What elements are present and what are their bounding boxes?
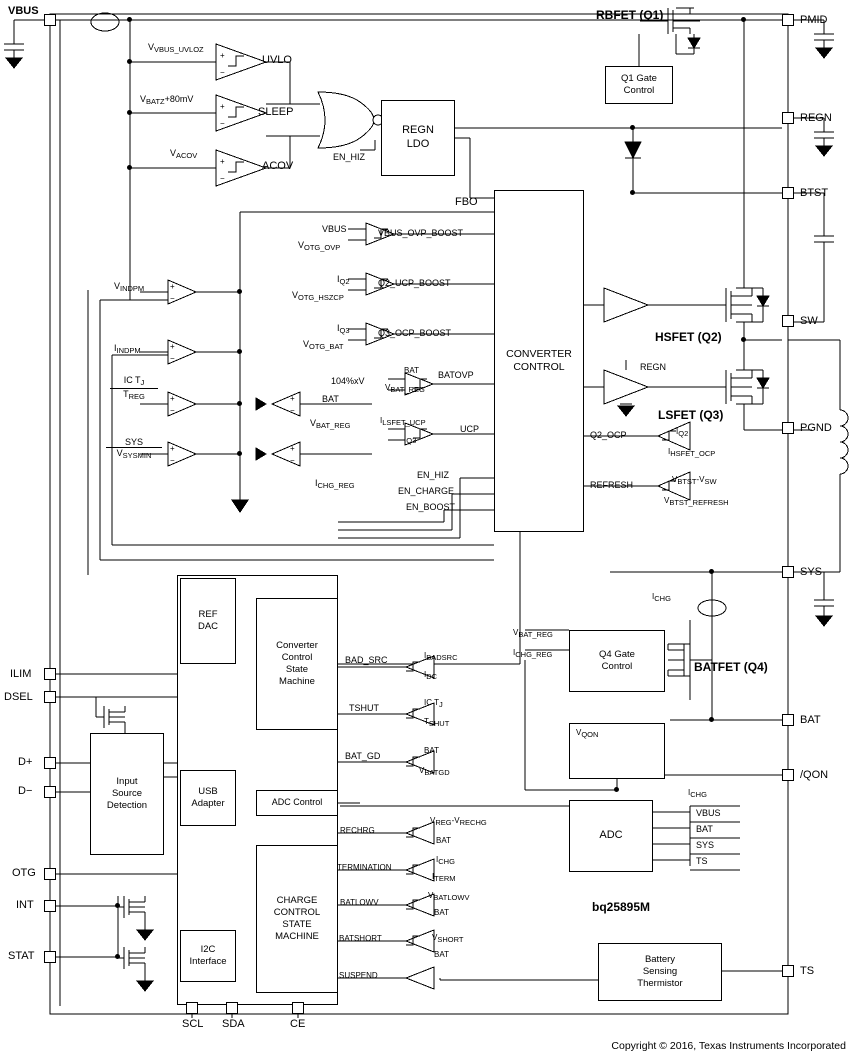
amp3-minus: −: [170, 406, 175, 415]
label-bat-batovp: BAT: [404, 366, 419, 375]
pin-label-btst: BTST: [800, 187, 829, 199]
label-suspend: SUSPEND: [339, 971, 378, 980]
junction-dot: [614, 787, 619, 792]
label-votg-ovp: $V_{OTG\_OVP}$: [298, 240, 341, 252]
label-termination: TERMINATION: [337, 863, 392, 872]
pin-label-sys: SYS: [800, 566, 823, 578]
amp1-minus: −: [170, 294, 175, 303]
label-ichgreg-erramp: $I_{CHG\_REG}$: [315, 478, 355, 490]
label-ibadsrc: IBADSRC: [424, 651, 458, 662]
label-q2-ucp-boost: Q2_UCP_BOOST: [378, 278, 451, 288]
junction-dot: [237, 349, 242, 354]
pin-label-sda: SDA: [222, 1018, 245, 1030]
label-iindpm: $I_{INDPM}$: [114, 343, 141, 355]
block-usb-adapter-label: USB Adapter: [191, 786, 225, 809]
label-vbatgd: VBATGD: [419, 766, 450, 777]
pin-dplus-box[interactable]: [44, 757, 56, 769]
label-votg-hszcp: $V_{OTG\_HSZCP}$: [292, 290, 344, 302]
label-vbatz-80mv: $V_{BATZ}+80mV$: [140, 94, 194, 106]
label-batlowv: BATLOWV: [340, 898, 379, 907]
adc-channel-sys: SYS: [696, 840, 715, 850]
label-bat-batlowv: BAT: [434, 908, 449, 917]
uvlo-minus-sign: −: [220, 68, 225, 77]
pin-label-pmid: PMID: [800, 14, 828, 26]
junction-dot: [127, 17, 132, 22]
label-vbus-in: VBUS: [322, 224, 347, 234]
label-acov: ACOV: [262, 160, 294, 172]
pin-ilim-box[interactable]: [44, 668, 56, 680]
pin-label-regn: REGN: [800, 112, 832, 124]
pin-label-otg: OTG: [12, 867, 36, 879]
label-vshort: VSHORT: [432, 933, 464, 944]
label-vbtst-vsw: VBTST-VSW: [672, 475, 717, 486]
pin-regn-box[interactable]: [782, 112, 794, 124]
pin-bat-box[interactable]: [782, 714, 794, 726]
block-converter-control-label: CONVERTER CONTROL: [506, 347, 572, 373]
junction-dot: [237, 401, 242, 406]
junction-dot: [630, 125, 635, 130]
label-bat-rechrg: BAT: [436, 836, 451, 845]
label-regn-driver: REGN: [640, 362, 667, 372]
label-tshut: TSHUT: [349, 703, 379, 713]
amp4-minus: −: [170, 456, 175, 465]
junction-dot: [741, 337, 746, 342]
acov-plus-sign: +: [220, 157, 225, 166]
label-ichg-adc: ICHG: [688, 788, 707, 799]
block-adc-control-label: ADC Control: [271, 797, 323, 808]
label-bat-erramp: BAT: [322, 394, 339, 404]
junction-dot: [237, 289, 242, 294]
junction-dot: [630, 190, 635, 195]
pin-label-dsel: DSEL: [4, 691, 33, 703]
label-votg-bat: $V_{OTG\_BAT}$: [303, 339, 344, 351]
label-vbatreg-q4: VBAT_REG: [513, 628, 553, 639]
label-idc: IDC: [424, 670, 438, 681]
label-en-hiz: EN_HIZ: [417, 470, 450, 480]
adc-channel-ts: TS: [696, 856, 708, 866]
label-vbatlowv: VBATLOWV: [428, 891, 470, 902]
pin-sys-box[interactable]: [782, 566, 794, 578]
block-input-source-detection-label: Input Source Detection: [106, 776, 148, 811]
pin-label-stat: STAT: [8, 950, 35, 962]
amp4-plus: +: [170, 444, 175, 453]
adc-channel-bat: BAT: [696, 824, 713, 834]
pin-label-ts: TS: [800, 965, 815, 977]
junction-dot: [709, 569, 714, 574]
pin-dminus-box[interactable]: [44, 786, 56, 798]
junction-dot: [127, 59, 132, 64]
amp3-plus: +: [170, 394, 175, 403]
pin-int-box[interactable]: [44, 900, 56, 912]
pin-label-ce: CE: [290, 1018, 306, 1030]
pin-vbus-box[interactable]: [44, 14, 56, 26]
label-ictj-treg: IC $T_J$ $T_{REG}$: [110, 375, 158, 401]
block-q4-gate-control-label: Q4 Gate Control: [599, 649, 635, 672]
pin-label-sw: SW: [800, 315, 818, 327]
pin-dsel-box[interactable]: [44, 691, 56, 703]
junction-dot: [127, 110, 132, 115]
label-ilsfet-ucp: ILSFET_UCP: [380, 416, 426, 427]
label-vqon: VQON: [576, 728, 599, 739]
label-vindpm: $V_{INDPM}$: [114, 281, 145, 293]
pin-otg-box[interactable]: [44, 868, 56, 880]
junction-dot: [115, 903, 120, 908]
pin-label-pgnd: PGND: [800, 422, 832, 434]
pin-pgnd-box[interactable]: [782, 422, 794, 434]
pin-stat-box[interactable]: [44, 951, 56, 963]
pin-sda-box[interactable]: [226, 1002, 238, 1014]
label-hsfet-q2: HSFET (Q2): [655, 330, 722, 344]
label-vbtst-refresh: VBTST_REFRESH: [664, 496, 729, 507]
pin-label-dplus: D+: [18, 756, 33, 768]
label-vreg-vrechg: VREG-VRECHG: [430, 816, 487, 827]
label-vbus-uvloz: $V_{VBUS\_UVLOZ}$: [148, 42, 204, 54]
label-bat-batshort: BAT: [434, 950, 449, 959]
label-ihsfet-ocp: IHSFET_OCP: [668, 447, 716, 458]
pin-ce-box[interactable]: [292, 1002, 304, 1014]
label-rbfet-q1: RBFET (Q1): [596, 8, 664, 22]
amp2-plus: +: [170, 342, 175, 351]
label-lsfet-q3: LSFET (Q3): [658, 408, 724, 422]
label-iq2-ocp: IQ2: [676, 427, 689, 438]
pin-label-dminus: D−: [18, 785, 33, 797]
label-ichg-sense: ICHG: [652, 592, 671, 603]
acov-minus-sign: −: [220, 174, 225, 183]
regn-ldo-text: REGN LDO: [402, 124, 434, 150]
pin-label-ilim: ILIM: [10, 668, 32, 680]
label-uvlo: UVLO: [262, 54, 292, 66]
block-charge-state-machine-label: CHARGE CONTROL STATE MACHINE: [273, 895, 321, 942]
block-q1-gate-control-label: Q1 Gate Control: [621, 73, 657, 96]
block-ref-dac-label: REF DAC: [197, 609, 219, 632]
erramp1-plus: +: [290, 394, 295, 403]
label-ucp: UCP: [460, 424, 480, 434]
label-batfet-q4: BATFET (Q4): [694, 660, 768, 674]
block-battery-thermistor-label: Battery Sensing Thermistor: [637, 954, 683, 989]
label-iq3: $I_{Q3}$: [337, 323, 350, 335]
label-sys-vsysmin: SYS $V_{SYSMIN}$: [106, 437, 162, 461]
label-en-boost: EN_BOOST: [406, 502, 456, 512]
amp2-minus: −: [170, 354, 175, 363]
label-refresh: REFRESH: [590, 480, 634, 490]
label-104-percent: 104%xV: [331, 376, 365, 386]
label-bat-batgd: BAT: [424, 746, 439, 755]
block-adc-label: ADC: [599, 829, 623, 842]
label-bad-src: BAD_SRC: [345, 655, 388, 665]
pin-btst-box[interactable]: [782, 187, 794, 199]
erramp2-minus: −: [290, 456, 295, 465]
label-bat-gd: BAT_GD: [345, 751, 381, 761]
label-part-number: bq25895M: [592, 900, 651, 914]
block-converter-state-machine-label: Converter Control State Machine: [276, 640, 318, 687]
erramp1-minus: −: [290, 406, 295, 415]
label-vacov: $V_{ACOV}$: [170, 148, 198, 160]
label-rechrg: RECHRG: [340, 826, 375, 835]
junction-dot: [709, 717, 714, 722]
label-iterm: ITERM: [432, 872, 456, 883]
label-batovp: BATOVP: [438, 370, 474, 380]
erramp2-plus: +: [290, 444, 295, 453]
label-iq3-ucp: IQ3: [404, 434, 417, 445]
label-tshut-thresh: TSHUT: [424, 717, 450, 728]
label-en-hiz-nor: EN_HIZ: [333, 152, 366, 162]
adc-channel-vbus: VBUS: [696, 808, 721, 818]
pin-label-int: INT: [16, 899, 34, 911]
label-q3-ocp-boost: Q3_OCP_BOOST: [378, 328, 452, 338]
pin-label-vbus: VBUS: [8, 5, 39, 17]
label-vbatreg-batovp: VBAT_REG: [385, 383, 425, 394]
sleep-plus-sign: +: [220, 102, 225, 111]
label-fbo: FBO: [455, 196, 478, 208]
junction-dot: [741, 17, 746, 22]
uvlo-plus-sign: +: [220, 51, 225, 60]
pin-scl-box[interactable]: [186, 1002, 198, 1014]
label-vbus-ovp-boost: VBUS_OVP_BOOST: [378, 228, 464, 238]
junction-dot: [237, 451, 242, 456]
label-ichgreg-q4: ICHG_REG: [513, 648, 553, 659]
label-vbatreg-erramp: $V_{BAT\_REG}$: [310, 418, 351, 430]
pin-qon-box[interactable]: [782, 769, 794, 781]
label-q2-ocp: Q2_OCP: [590, 430, 627, 440]
label-sleep: SLEEP: [258, 106, 294, 118]
pin-label-scl: SCL: [182, 1018, 204, 1030]
pin-ts-box[interactable]: [782, 965, 794, 977]
pin-label-bat: BAT: [800, 714, 821, 726]
label-ichg-term: ICHG: [436, 855, 455, 866]
label-ictj-tshut: IC TJ: [424, 698, 443, 709]
sleep-minus-sign: −: [220, 119, 225, 128]
junction-dot: [115, 954, 120, 959]
amp1-plus: +: [170, 282, 175, 291]
label-iq2: $I_{Q2}$: [337, 274, 350, 286]
label-batshort: BATSHORT: [339, 934, 382, 943]
pin-sw-box[interactable]: [782, 315, 794, 327]
junction-dot: [127, 165, 132, 170]
label-en-charge: EN_CHARGE: [398, 486, 455, 496]
copyright-notice: Copyright © 2016, Texas Instruments Incorporated: [611, 1040, 846, 1052]
pin-label-qon: /QON: [800, 769, 829, 781]
pin-pmid-box[interactable]: [782, 14, 794, 26]
block-i2c-interface-label: I2C Interface: [189, 944, 227, 967]
